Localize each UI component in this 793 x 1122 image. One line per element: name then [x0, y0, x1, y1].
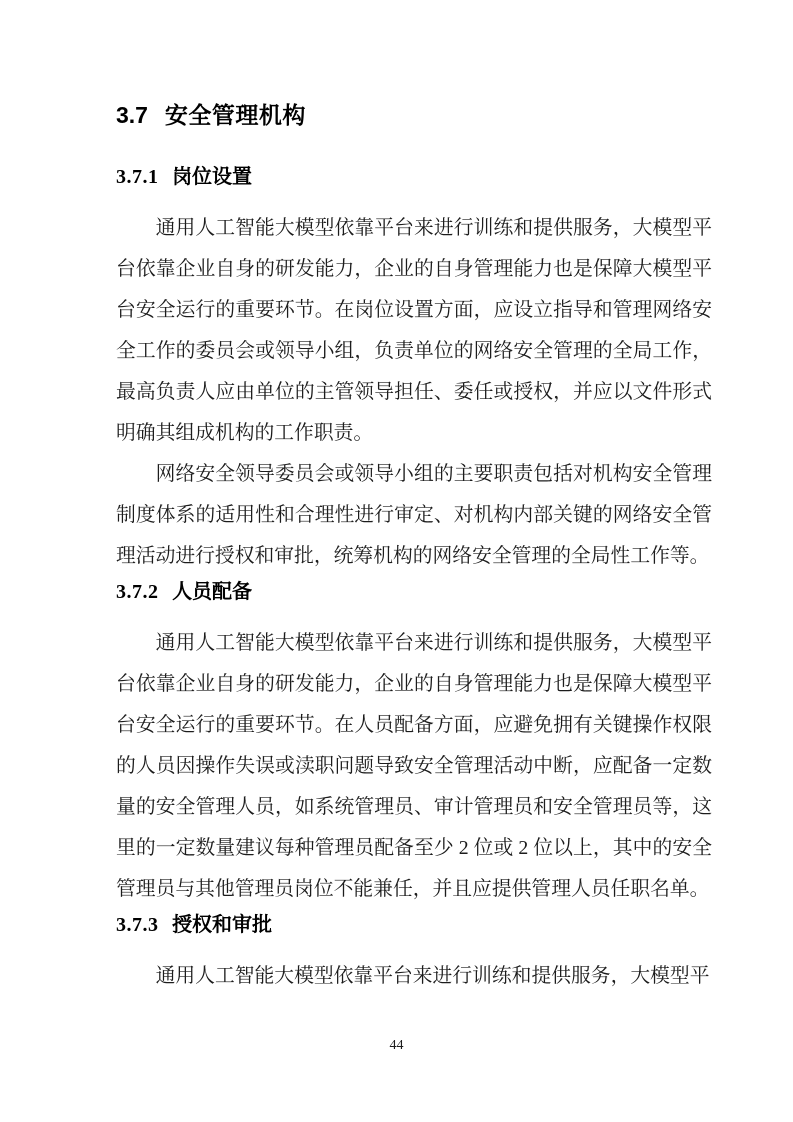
body-paragraph: 网络安全领导委员会或领导小组的主要职责包括对机构安全管理制度体系的适用性和合理性进行审定、对机构内部关键的网络安全管理活动进行授权和审批，统筹机构的网络安全管理的全局性工作等。: [116, 463, 712, 567]
section-staffing: [116, 577, 712, 910]
section-heading: [116, 910, 712, 940]
section-title: 岗位设置: [172, 166, 253, 188]
section-number: 3.7.2: [116, 581, 159, 603]
page-content: [116, 98, 712, 997]
body-paragraph: 通用人工智能大模型依靠平台来进行训练和提供服务，大模型平: [155, 965, 710, 987]
page-number: 44: [389, 1038, 404, 1053]
section-heading: [116, 162, 712, 192]
body-paragraph: 通用人工智能大模型依靠平台来进行训练和提供服务，大模型平台依靠企业自身的研发能力，企业的自身管理能力也是保障大模型平台安全运行的重要环节。在人员配备方面，应避免拥有关键操作权限的人员因操作失误或渎职问题导致安全管理活动中断，应配备一定数量的安全管理人员，如系统管理员、审计管理员和安全管理员等，这里的一定数量建议每种管理员配备至少 2 位或 2 位以上，其中的安全管理员与其他管理员岗位不能兼任，并且应提供管理人员任职名单。: [116, 632, 712, 900]
section-authorization-approval: [116, 910, 712, 997]
section-number: 3.7.3: [116, 914, 159, 936]
body-paragraph: 通用人工智能大模型依靠平台来进行训练和提供服务，大模型平台依靠企业自身的研发能力，企业的自身管理能力也是保障大模型平台安全运行的重要环节。在岗位设置方面，应设立指导和管理网络安全工作的委员会或领导小组，负责单位的网络安全管理的全局工作，最高负责人应由单位的主管领导担任、委任或授权，并应以文件形式明确其组成机构的工作职责。: [116, 217, 712, 444]
chapter-heading: [116, 98, 712, 132]
section-post-setup: [116, 162, 712, 577]
section-heading: [116, 577, 712, 607]
section-title: 授权和审批: [172, 914, 273, 936]
section-number: 3.7.1: [116, 166, 159, 188]
section-title: 人员配备: [172, 581, 253, 603]
chapter-title: 安全管理机构: [164, 102, 306, 128]
chapter-number: 3.7: [116, 102, 148, 128]
